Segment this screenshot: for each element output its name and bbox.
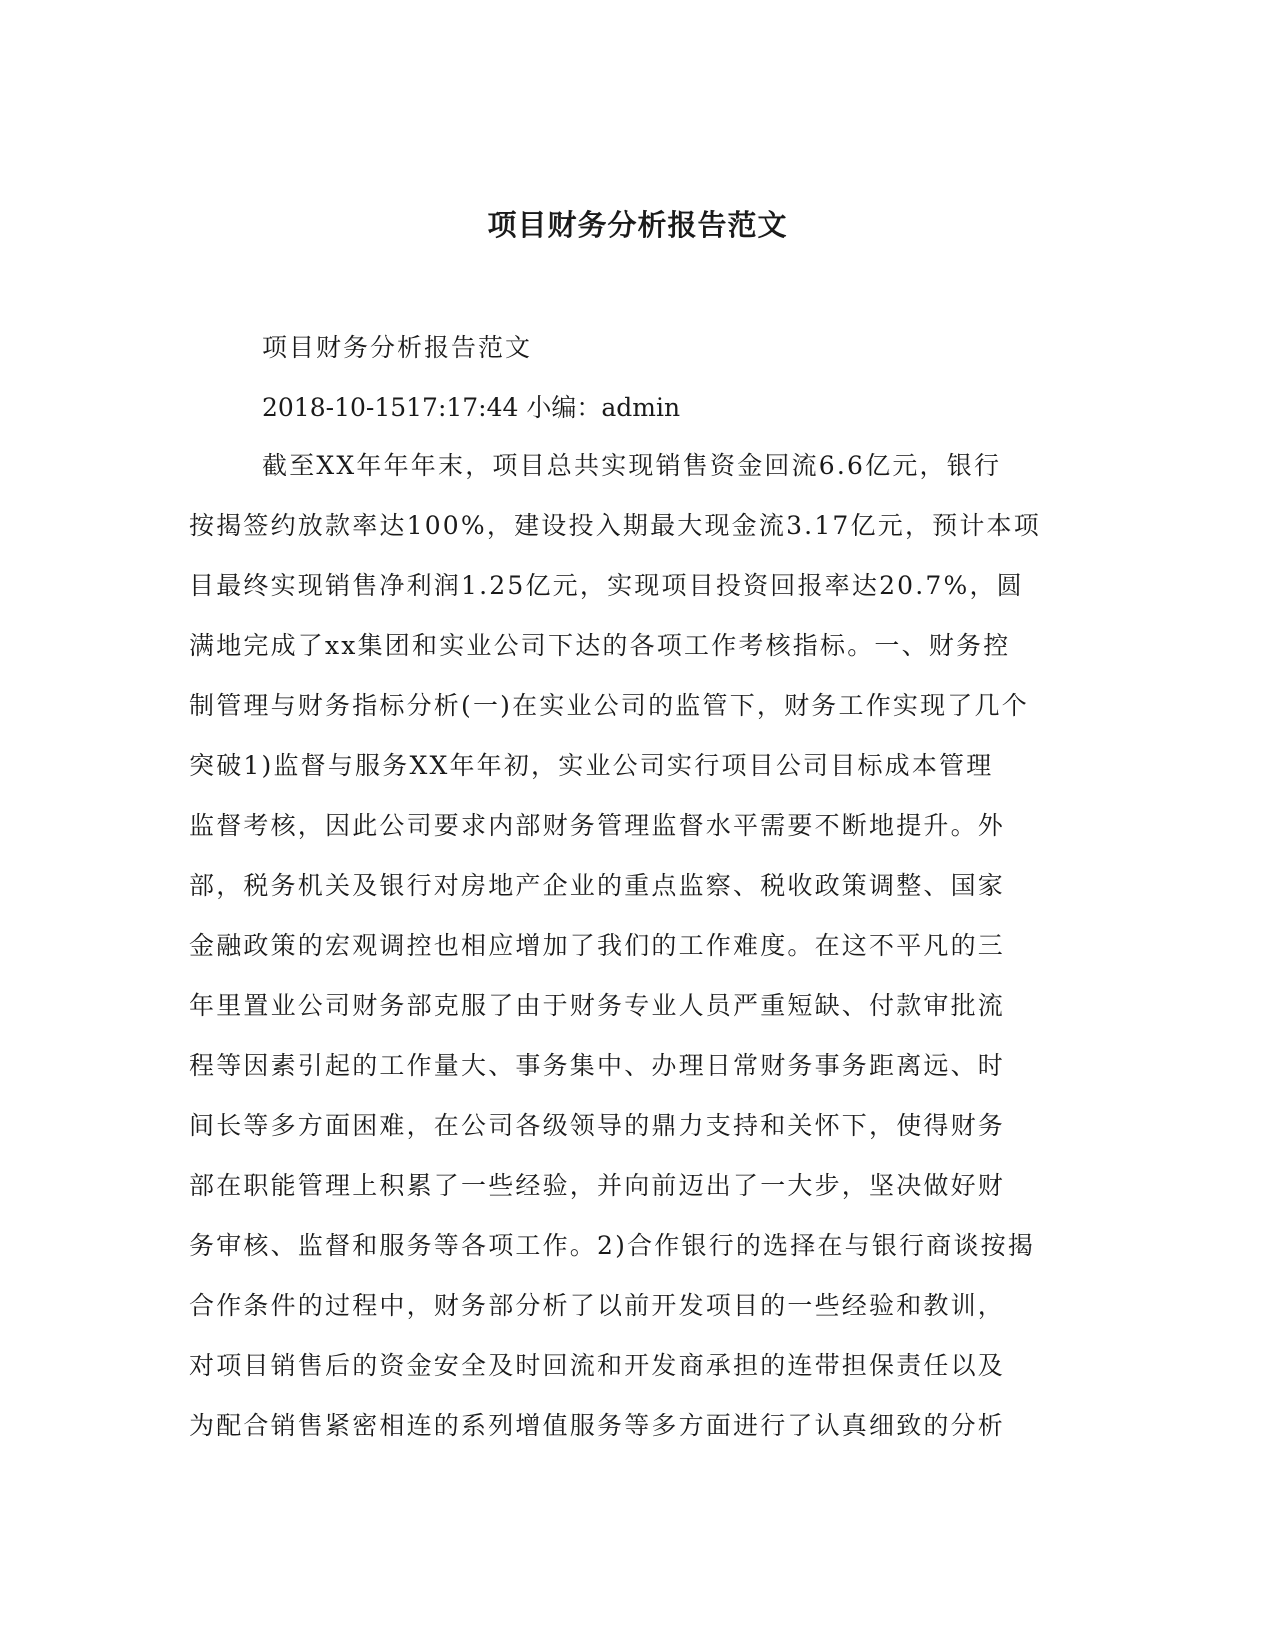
publish-meta: 2018-10-1517:17:44 小编：admin bbox=[262, 393, 681, 422]
document-title: 项目财务分析报告范文 bbox=[487, 208, 788, 242]
paragraph-line: 务审核、监督和服务等各项工作。2)合作银行的选择在与银行商谈按揭 bbox=[189, 1231, 1036, 1260]
paragraph-line: 制管理与财务指标分析(一)在实业公司的监管下，财务工作实现了几个 bbox=[189, 691, 1029, 720]
paragraph-line: 部，税务机关及银行对房地产企业的重点监察、税收政策调整、国家 bbox=[189, 871, 1006, 900]
paragraph-line: 截至XX年年年末，项目总共实现销售资金回流6.6亿元，银行 bbox=[262, 451, 1002, 480]
paragraph-line: 金融政策的宏观调控也相应增加了我们的工作难度。在这不平凡的三 bbox=[189, 931, 1006, 960]
paragraph-line: 间长等多方面困难，在公司各级领导的鼎力支持和关怀下，使得财务 bbox=[189, 1111, 1006, 1140]
paragraph-line: 满地完成了xx集团和实业公司下达的各项工作考核指标。一、财务控 bbox=[189, 631, 1011, 660]
paragraph-line: 部在职能管理上积累了一些经验，并向前迈出了一大步，坚决做好财 bbox=[189, 1171, 1006, 1200]
paragraph-line: 年里置业公司财务部克服了由于财务专业人员严重短缺、付款审批流 bbox=[189, 991, 1006, 1020]
paragraph-line: 程等因素引起的工作量大、事务集中、办理日常财务事务距离远、时 bbox=[189, 1051, 1006, 1080]
paragraph-line: 监督考核，因此公司要求内部财务管理监督水平需要不断地提升。外 bbox=[189, 811, 1006, 840]
paragraph-line: 目最终实现销售净利润1.25亿元，实现项目投资回报率达20.7%，圆 bbox=[189, 571, 1024, 600]
paragraph-line: 对项目销售后的资金安全及时回流和开发商承担的连带担保责任以及 bbox=[189, 1351, 1006, 1380]
body-paragraph bbox=[189, 448, 1089, 1468]
paragraph-line: 合作条件的过程中，财务部分析了以前开发项目的一些经验和教训， bbox=[189, 1291, 1006, 1320]
paragraph-line: 按揭签约放款率达100%，建设投入期最大现金流3.17亿元，预计本项 bbox=[189, 511, 1041, 540]
paragraph-line: 突破1)监督与服务XX年年初，实业公司实行项目公司目标成本管理 bbox=[189, 751, 994, 780]
document-subtitle: 项目财务分析报告范文 bbox=[262, 333, 533, 362]
paragraph-line: 为配合销售紧密相连的系列增值服务等多方面进行了认真细致的分析 bbox=[189, 1411, 1006, 1440]
